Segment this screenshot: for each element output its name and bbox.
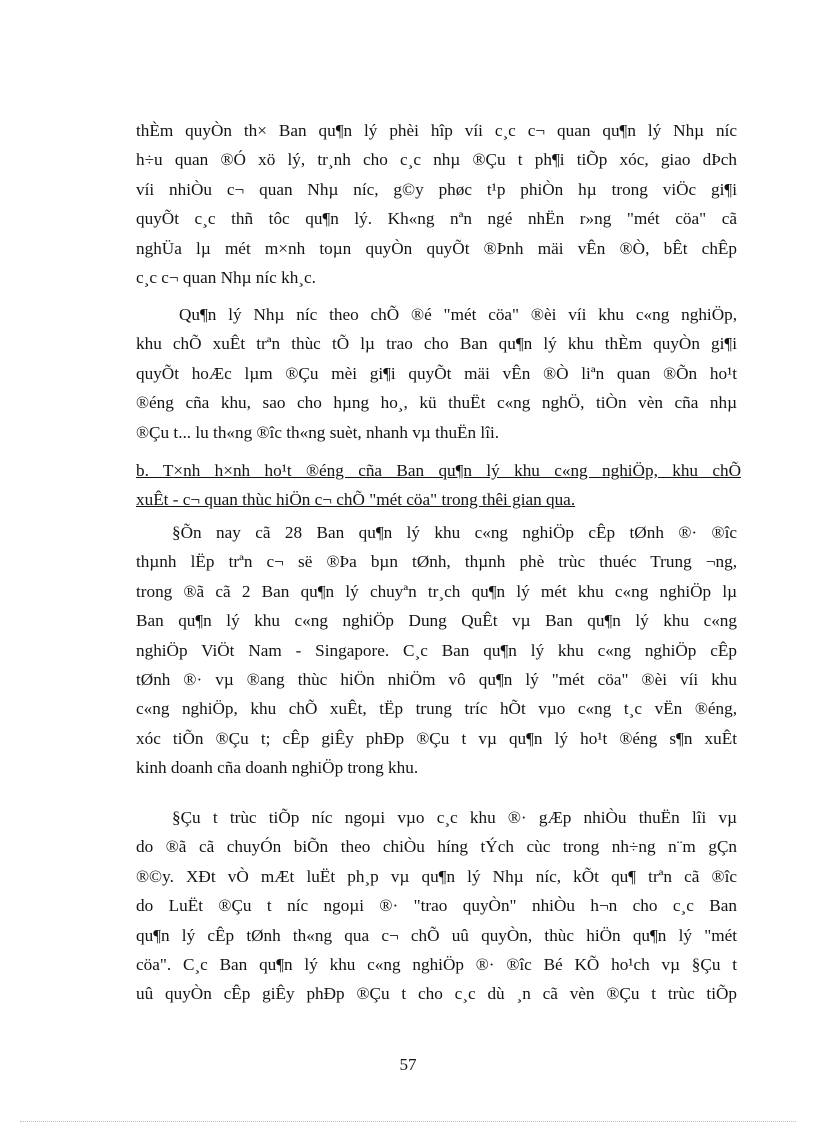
page-number: 57 bbox=[399, 1055, 417, 1074]
text-line: xóc tiÕn ®Çu t; cÊp giÊy phÐp ®Çu t vµ qu¶n lý ho¹t ®éng s¶n xuÊt bbox=[136, 728, 737, 748]
text-line: quyÕt hoÆc lµm ®Çu mèi gi¶i quyÕt mäi vÊn ®Ò liªn quan ®Õn ho¹t bbox=[136, 363, 737, 383]
text-line: nghiÖp ViÖt Nam - Singapore. C¸c Ban qu¶n lý khu c«ng nghiÖp cÊp bbox=[136, 640, 737, 660]
text-line: Qu¶n lý Nhµ níc theo chÕ ®é "mét cöa" ®èi víi khu c«ng nghiÖp, bbox=[179, 305, 737, 324]
paragraph-4 bbox=[136, 803, 737, 1009]
text-line: c«ng nghiÖp, khu chÕ xuÊt, tËp trung tríc hÕt vµo c«ng t¸c vËn ®éng, bbox=[136, 699, 737, 719]
page-bottom-divider bbox=[20, 1121, 796, 1122]
text-line: c¸c c¬ quan Nhµ níc kh¸c. bbox=[136, 268, 316, 288]
paragraph-3 bbox=[136, 518, 737, 783]
heading-line: b. T×nh h×nh ho¹t ®éng cña Ban qu¶n lý khu c«ng nghiÖp, khu chÕ bbox=[136, 461, 741, 480]
text-line: ®©y. XÐt vÒ mÆt luËt ph¸p vµ qu¶n lý Nhµ níc, kÕt qu¶ trªn cã ®îc bbox=[136, 866, 737, 886]
text-line: thµnh lËp trªn c¬ së ®Þa bµn tØnh, thµnh phè trùc thuéc Trung ¬ng, bbox=[136, 552, 737, 572]
text-line: do ®ã cã chuyÓn biÕn theo chiÒu híng tÝch cùc trong nh÷ng n¨m gÇn bbox=[136, 837, 737, 857]
text-line: thÈm quyÒn th× Ban qu¶n lý phèi hîp víi c¸c c¬ quan qu¶n lý Nhµ níc bbox=[136, 121, 737, 140]
text-line: khu chÕ xuÊt trªn thùc tÕ lµ trao cho Ban qu¶n lý khu thÈm quyÒn gi¶i bbox=[136, 334, 737, 354]
text-line: h÷u quan ®Ó xö lý, tr¸nh cho c¸c nhµ ®Çu t ph¶i tiÕp xóc, giao dÞch bbox=[136, 150, 737, 170]
text-line: tØnh ®· vµ ®ang thùc hiÖn nhiÖm vô qu¶n lý "mét cöa" ®èi víi khu bbox=[136, 670, 737, 690]
section-heading bbox=[136, 456, 741, 515]
text-line: do LuËt ®Çu t níc ngoµi ®· "trao quyÒn" nhiÒu h¬n cho c¸c Ban bbox=[136, 896, 737, 916]
text-line: §Õn nay cã 28 Ban qu¶n lý khu c«ng nghiÖp cÊp tØnh ®· ®îc bbox=[172, 523, 737, 542]
text-line: trong ®ã cã 2 Ban qu¶n lý chuyªn tr¸ch qu¶n lý mét khu c«ng nghiÖp lµ bbox=[136, 581, 737, 601]
text-line: cöa". C¸c Ban qu¶n lý khu c«ng nghiÖp ®· ®îc Bé KÕ ho¹ch vµ §Çu t bbox=[136, 955, 737, 975]
paragraph-1 bbox=[136, 116, 737, 292]
text-line: qu¶n lý cÊp tØnh th«ng qua c¬ chÕ uû quyÒn, thùc hiÖn qu¶n lý "mét bbox=[136, 925, 737, 945]
text-line: kinh doanh cña doanh nghiÖp trong khu. bbox=[136, 758, 419, 778]
text-line: nghÜa lµ mét m×nh toµn quyÒn quyÕt ®Þnh mäi vÊn ®Ò, bÊt chÊp bbox=[136, 238, 737, 258]
paragraph-2 bbox=[136, 300, 737, 447]
text-line: quyÕt c¸c thñ tôc qu¶n lý. Kh«ng nªn ngé nhËn r»ng "mét cöa" cã bbox=[136, 209, 737, 229]
text-line: uû quyÒn cÊp giÊy phÐp ®Çu t cho c¸c dù ¸n cã vèn ®Çu t trùc tiÕp bbox=[136, 984, 737, 1004]
text-line: ®éng cña khu, sao cho hµng ho¸, kü thuËt c«ng nghÖ, tiÒn vèn cña nhµ bbox=[136, 393, 737, 413]
text-line: víi nhiÒu c¬ quan Nhµ níc, g©y phøc t¹p phiÒn hµ trong viÖc gi¶i bbox=[136, 179, 737, 199]
heading-line: xuÊt - c¬ quan thùc hiÖn c¬ chÕ "mét cöa" trong thêi gian qua. bbox=[136, 490, 576, 510]
text-line: Ban qu¶n lý khu c«ng nghiÖp Dung QuÊt vµ Ban qu¶n lý khu c«ng bbox=[136, 611, 737, 631]
text-line: §Çu t trùc tiÕp níc ngoµi vµo c¸c khu ®· gÆp nhiÒu thuËn lîi vµ bbox=[172, 808, 737, 827]
text-line: ®Çu t... lu th«ng ®îc th«ng suèt, nhanh vµ thuËn lîi. bbox=[136, 422, 500, 442]
